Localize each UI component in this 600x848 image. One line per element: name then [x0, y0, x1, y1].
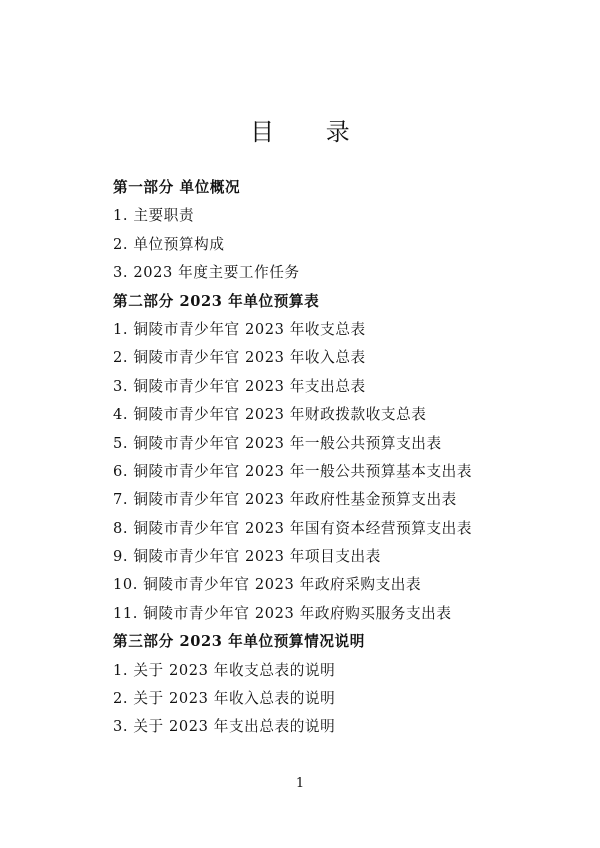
toc-section-heading[interactable]: 第三部分 2023 年单位预算情况说明	[113, 633, 365, 651]
toc-entry[interactable]: 5. 铜陵市青少年官 2023 年一般公共预算支出表	[113, 434, 442, 452]
toc-entry[interactable]: 7. 铜陵市青少年官 2023 年政府性基金预算支出表	[113, 491, 457, 509]
toc-section-heading[interactable]: 第二部分 2023 年单位预算表	[113, 292, 320, 310]
toc-entry[interactable]: 2. 铜陵市青少年官 2023 年收入总表	[113, 349, 366, 367]
toc-entry[interactable]: 3. 2023 年度主要工作任务	[113, 264, 300, 282]
toc-entry[interactable]: 4. 铜陵市青少年官 2023 年财政拨款收支总表	[113, 406, 427, 424]
toc-entry[interactable]: 1. 主要职责	[113, 207, 195, 225]
toc-entry[interactable]: 9. 铜陵市青少年官 2023 年项目支出表	[113, 548, 381, 566]
page-number: 1	[295, 776, 305, 791]
toc-entry[interactable]: 1. 铜陵市青少年官 2023 年收支总表	[113, 320, 366, 338]
toc-entry[interactable]: 10. 铜陵市青少年官 2023 年政府采购支出表	[113, 576, 422, 594]
toc-entry[interactable]: 2. 关于 2023 年收入总表的说明	[113, 690, 336, 708]
toc-entry[interactable]: 3. 关于 2023 年支出总表的说明	[113, 718, 336, 736]
table-of-contents	[113, 174, 553, 742]
toc-entry[interactable]: 11. 铜陵市青少年官 2023 年政府购买服务支出表	[113, 604, 452, 622]
toc-entry[interactable]: 8. 铜陵市青少年官 2023 年国有资本经营预算支出表	[113, 519, 473, 537]
toc-section-heading[interactable]: 第一部分 单位概况	[113, 179, 241, 196]
toc-entry[interactable]: 6. 铜陵市青少年官 2023 年一般公共预算基本支出表	[113, 462, 473, 480]
toc-entry[interactable]: 3. 铜陵市青少年官 2023 年支出总表	[113, 377, 366, 395]
toc-entry[interactable]: 2. 单位预算构成	[113, 235, 225, 253]
page-title: 目 录	[250, 118, 372, 146]
toc-entry[interactable]: 1. 关于 2023 年收支总表的说明	[113, 661, 336, 679]
